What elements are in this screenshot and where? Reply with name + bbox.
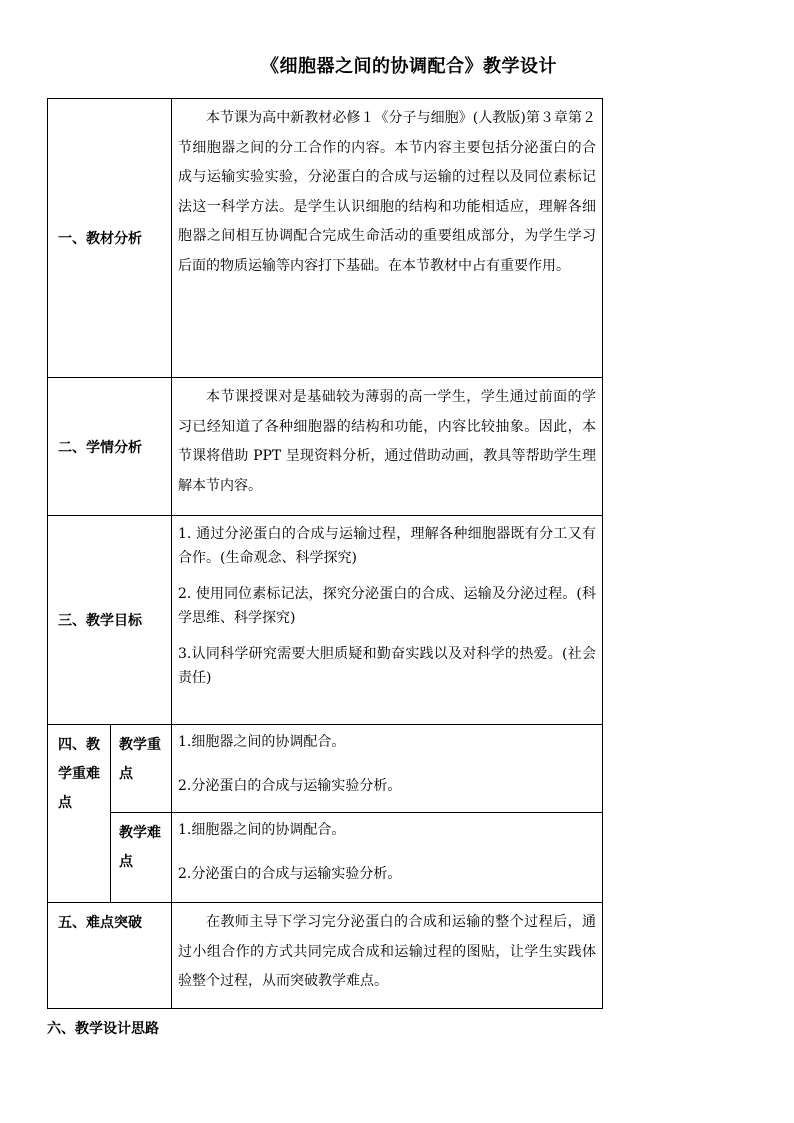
- row-material-analysis: [48, 99, 603, 378]
- student-analysis-text: 本节课授课对是基础较为薄弱的高一学生，学生通过前面的学习已经知道了各种细胞器的结构和功能，内容比较抽象。因此，本节课将借助 PPT 呈现资料分析，通过借助动画，教具等帮助学生理解本节内容。: [172, 378, 603, 516]
- objective-item: 2. 使用同位素标记法，探究分泌蛋白的合成、运输及分泌过程。(科学思维、科学探究): [178, 586, 596, 626]
- objective-item: 3.认同科学研究需要大胆质疑和勤奋实践以及对科学的热爱。(社会责任): [178, 646, 596, 686]
- label-teaching-difficulty: 教学难点: [111, 813, 172, 903]
- row-breakthrough: [48, 903, 603, 1009]
- label-student-analysis: 二、学情分析: [48, 378, 172, 516]
- breakthrough-text: 在教师主导下学习完分泌蛋白的合成和运输的整个过程后，通过小组合作的方式共同完成合成和运输过程的图贴，让学生实践体验整个过程，从而突破教学难点。: [172, 903, 603, 1009]
- row-teaching-objectives: [48, 516, 603, 725]
- section-heading-design-idea: 六、教学设计思路: [47, 1021, 159, 1037]
- row-teaching-difficulty: [48, 813, 603, 903]
- teaching-focus-list: [172, 725, 603, 813]
- row-student-analysis: [48, 378, 603, 516]
- lesson-plan-table: [47, 98, 603, 1009]
- difficulty-item: 1.细胞器之间的协调配合。: [178, 822, 346, 838]
- teaching-difficulty-list: [172, 813, 603, 903]
- focus-item: 1.细胞器之间的协调配合。: [178, 734, 346, 750]
- row-teaching-focus: [48, 725, 603, 813]
- objective-item: 1. 通过分泌蛋白的合成与运输过程，理解各种细胞器既有分工又有合作。(生命观念、科学探究): [178, 526, 596, 566]
- label-material-analysis: 一、教材分析: [48, 99, 172, 378]
- focus-item: 2.分泌蛋白的合成与运输实验分析。: [178, 778, 402, 794]
- label-key-difficult-points: 四、教学重难点: [48, 725, 111, 903]
- document-title: 《细胞器之间的协调配合》教学设计: [261, 56, 557, 77]
- label-teaching-focus: 教学重点: [111, 725, 172, 813]
- material-analysis-text: 本节课为高中新教材必修１《分子与细胞》(人教版)第３章第２节细胞器之间的分工合作的内容。本节内容主要包括分泌蛋白的合成与运输实验实验，分泌蛋白的合成与运输的过程以及同位素标记法这一科学方法。是学生认识细胞的结构和功能相适应，理解各细胞器之间相互协调配合完成生命活动的重要组成部分，为学生学习后面的物质运输等内容打下基础。在本节教材中占有重要作用。: [172, 99, 603, 378]
- label-teaching-objectives: 三、教学目标: [48, 516, 172, 725]
- label-breakthrough: 五、难点突破: [48, 903, 172, 1009]
- difficulty-item: 2.分泌蛋白的合成与运输实验分析。: [178, 866, 402, 882]
- objectives-list: [172, 516, 603, 725]
